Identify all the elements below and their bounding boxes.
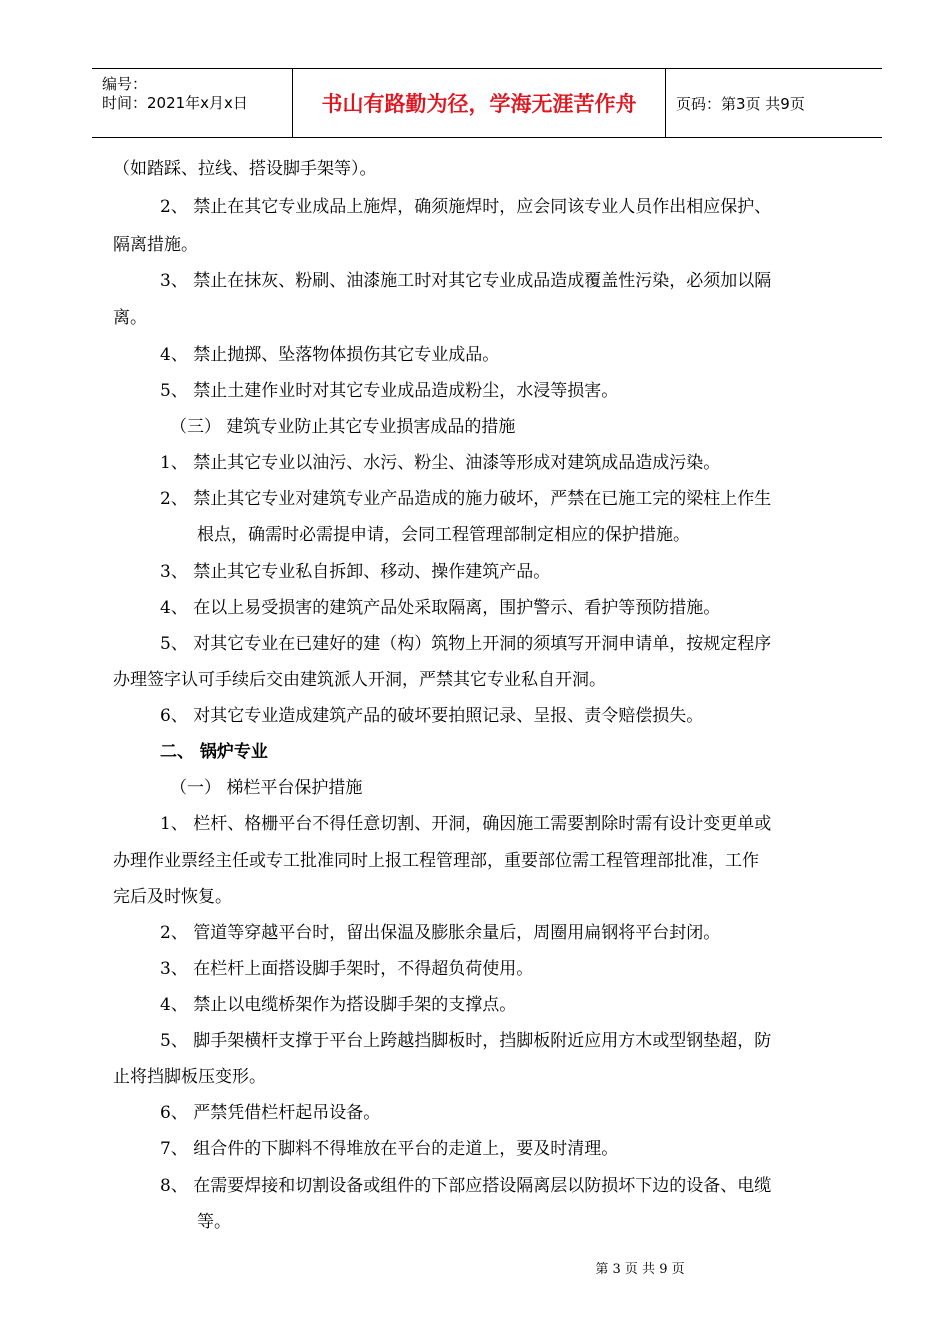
header-page-number: 页码：第3页 共9页 [676,94,805,113]
header-meta [92,69,292,137]
body-line: 等。 [197,1212,231,1232]
body-line: 完后及时恢复。 [113,887,232,907]
section-heading: （一） 梯栏平台保护措施 [170,778,363,798]
body-line: 2、 禁止在其它专业成品上施焊，确须施焊时，应会同该专业人员作出相应保护、 [160,197,772,217]
body-line: 5、 禁止土建作业时对其它专业成品造成粉尘，水浸等损害。 [160,381,619,401]
body-line: 5、 脚手架横杆支撑于平台上跨越挡脚板时，挡脚板附近应用方木或型钢垫超，防 [160,1031,772,1051]
header-time: 时间：2021年x月x日 [102,94,248,112]
body-line: 7、 组合件的下脚料不得堆放在平台的走道上，要及时清理。 [160,1139,619,1159]
body-line: 止将挡脚板压变形。 [113,1067,266,1087]
body-line: 6、 对其它专业造成建筑产品的破坏要拍照记录、呈报、责令赔偿损失。 [160,706,704,726]
body-line: 2、 禁止其它专业对建筑专业产品造成的施力破坏，严禁在已施工完的梁柱上作生 [160,489,772,509]
body-line: 5、 对其它专业在已建好的建（构）筑物上开洞的须填写开洞申请单，按规定程序 [160,634,772,654]
header-divider [665,69,666,137]
body-line: 办理作业票经主任或专工批准同时上报工程管理部，重要部位需工程管理部批准，工作 [113,851,759,871]
body-line: 根点，确需时必需提申请，会同工程管理部制定相应的保护措施。 [197,525,690,545]
body-line: 离。 [113,308,147,328]
body-line: 隔离措施。 [113,235,198,255]
body-line: 3、 禁止在抹灰、粉刷、油漆施工时对其它专业成品造成覆盖性污染，必须加以隔 [160,271,772,291]
body-line: 2、 管道等穿越平台时，留出保温及膨胀余量后，周圈用扁钢将平台封闭。 [160,923,721,943]
body-line: 1、 禁止其它专业以油污、水污、粉尘、油漆等形成对建筑成品造成污染。 [160,453,721,473]
page-footer: 第 3 页 共 9 页 [595,1262,685,1277]
header-number: 编号： [102,75,148,93]
chapter-heading: 二、 锅炉专业 [160,742,268,762]
page-header [92,68,882,138]
header-motto: 书山有路勤为径，学海无涯苦作舟 [321,92,637,116]
body-line: 4、 在以上易受损害的建筑产品处采取隔离，围护警示、看护等预防措施。 [160,598,721,618]
body-line: 3、 在栏杆上面搭设脚手架时，不得超负荷使用。 [160,959,534,979]
body-line: 4、 禁止抛掷、坠落物体损伤其它专业成品。 [160,345,500,365]
body-line: （如踏踩、拉线、搭设脚手架等）。 [113,159,377,179]
body-line: 办理签字认可手续后交由建筑派人开洞，严禁其它专业私自开洞。 [113,670,606,690]
section-heading: （三） 建筑专业防止其它专业损害成品的措施 [170,417,516,437]
body-line: 4、 禁止以电缆桥架作为搭设脚手架的支撑点。 [160,995,517,1015]
body-line: 8、 在需要焊接和切割设备或组件的下部应搭设隔离层以防损坏下边的设备、电缆 [160,1176,772,1196]
body-line: 3、 禁止其它专业私自拆卸、移动、操作建筑产品。 [160,562,551,582]
body-line: 6、 严禁凭借栏杆起吊设备。 [160,1103,381,1123]
body-line: 1、 栏杆、格栅平台不得任意切割、开洞，确因施工需要割除时需有设计变更单或 [160,814,772,834]
